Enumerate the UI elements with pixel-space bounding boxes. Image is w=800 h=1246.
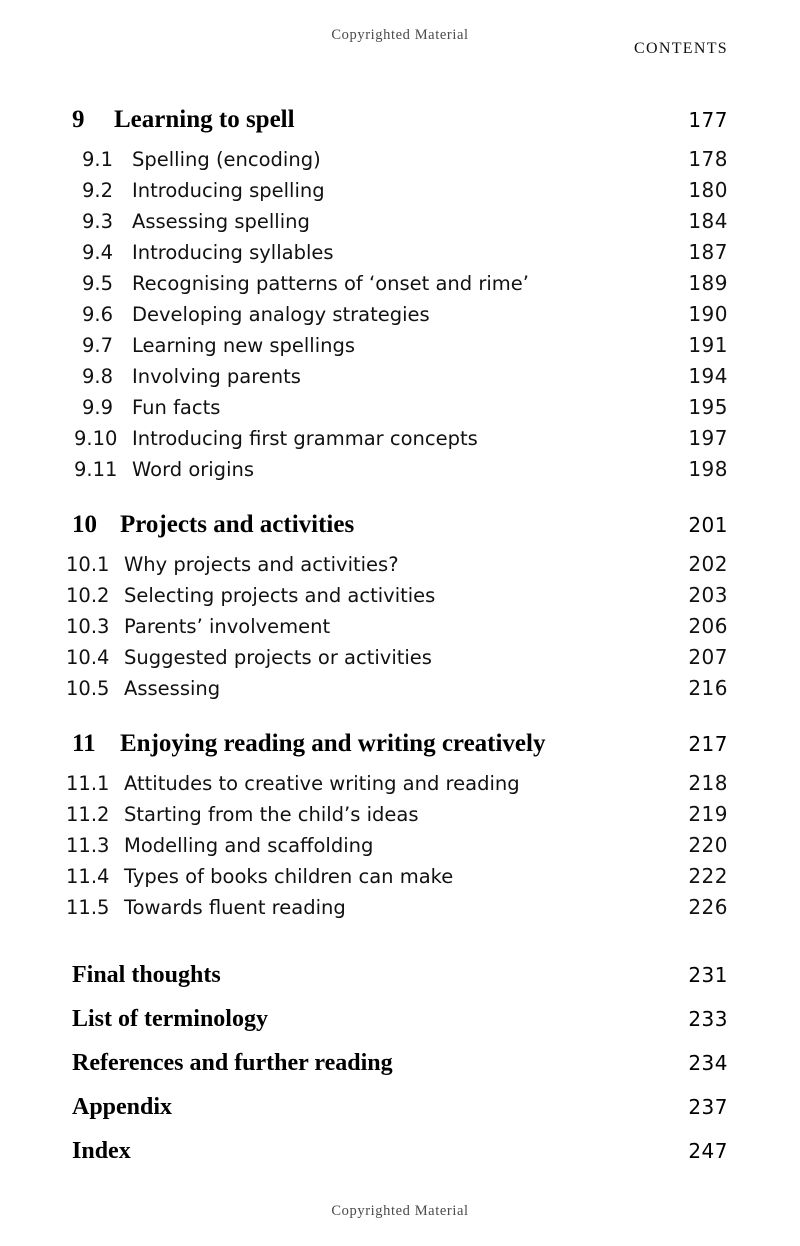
entry-label: Learning new spellings: [132, 334, 356, 357]
toc-entry[interactable]: [82, 392, 728, 423]
toc-entry[interactable]: [66, 768, 728, 799]
chapter-entry-group: [66, 549, 728, 704]
entry-label: Introducing syllables: [132, 241, 334, 264]
backmatter-entry[interactable]: [72, 1085, 728, 1129]
entry-page-number: 203: [688, 583, 728, 607]
table-of-contents: [66, 80, 728, 1173]
chapter-entry-group: [74, 144, 728, 485]
toc-entry[interactable]: [66, 580, 728, 611]
chapter-page-number: 217: [688, 732, 728, 756]
entry-label: Introducing spelling: [132, 179, 325, 202]
copyright-watermark-top: Copyrighted Material: [331, 27, 469, 43]
toc-entry[interactable]: [66, 642, 728, 673]
entry-label: Assessing spelling: [132, 210, 310, 233]
backmatter-title: Appendix: [72, 1094, 173, 1120]
entry-label: Types of books children can make: [124, 865, 454, 888]
toc-entry[interactable]: [82, 330, 728, 361]
entry-number: 9.10: [74, 427, 118, 450]
toc-entry[interactable]: [82, 237, 728, 268]
entry-number: 11.1: [66, 772, 110, 795]
entry-label: Fun facts: [132, 396, 221, 419]
toc-entry[interactable]: [74, 423, 728, 454]
chapter-heading[interactable]: [72, 106, 728, 134]
toc-entry[interactable]: [74, 454, 728, 485]
entry-number: 10.3: [66, 615, 110, 638]
toc-entry[interactable]: [82, 299, 728, 330]
toc-entry[interactable]: [66, 830, 728, 861]
copyright-watermark-bottom: Copyrighted Material: [331, 1203, 469, 1219]
backmatter-list: [72, 953, 728, 1173]
entry-number: 10.5: [66, 677, 110, 700]
backmatter-title: Final thoughts: [72, 962, 221, 988]
entry-label: Towards fluent reading: [124, 896, 346, 919]
entry-page-number: 180: [688, 178, 728, 202]
toc-entry[interactable]: [66, 861, 728, 892]
entry-number: 9.4: [82, 241, 114, 264]
entry-page-number: 198: [688, 457, 728, 481]
entry-page-number: 219: [688, 802, 728, 826]
entry-label: Why projects and activities?: [124, 553, 399, 576]
toc-entry[interactable]: [82, 175, 728, 206]
chapter-page-number: 177: [688, 108, 728, 132]
backmatter-entry[interactable]: [72, 1041, 728, 1085]
entry-label: Suggested projects or activities: [124, 646, 432, 669]
backmatter-title: References and further reading: [72, 1050, 393, 1076]
backmatter-page-number: 234: [688, 1051, 728, 1075]
toc-entry[interactable]: [66, 892, 728, 923]
chapter-number: 10: [72, 511, 97, 538]
entry-label: Parents’ involvement: [124, 615, 331, 638]
entry-label: Spelling (encoding): [132, 148, 321, 171]
entry-page-number: 207: [688, 645, 728, 669]
entry-number: 10.4: [66, 646, 110, 669]
toc-entry[interactable]: [82, 268, 728, 299]
entry-label: Assessing: [124, 677, 221, 700]
backmatter-page-number: 231: [688, 963, 728, 987]
backmatter-title: List of terminology: [72, 1006, 268, 1032]
entry-label: Starting from the child’s ideas: [124, 803, 419, 826]
entry-page-number: 190: [688, 302, 728, 326]
entry-page-number: 187: [688, 240, 728, 264]
chapter-number: 11: [72, 730, 96, 757]
entry-number: 9.11: [74, 458, 118, 481]
entry-label: Introducing first grammar concepts: [132, 427, 478, 450]
entry-number: 10.1: [66, 553, 110, 576]
entry-number: 11.3: [66, 834, 110, 857]
chapter-heading[interactable]: [72, 730, 728, 758]
entry-page-number: 184: [688, 209, 728, 233]
backmatter-entry[interactable]: [72, 953, 728, 997]
entry-number: 11.4: [66, 865, 110, 888]
entry-label: Developing analogy strategies: [132, 303, 430, 326]
entry-label: Word origins: [132, 458, 254, 481]
entry-number: 9.3: [82, 210, 114, 233]
toc-entry[interactable]: [66, 673, 728, 704]
entry-page-number: 178: [688, 147, 728, 171]
backmatter-page-number: 237: [688, 1095, 728, 1119]
entry-page-number: 197: [688, 426, 728, 450]
chapter-entry-group: [66, 768, 728, 923]
backmatter-entry[interactable]: [72, 1129, 728, 1173]
entry-number: 10.2: [66, 584, 110, 607]
entry-page-number: 226: [688, 895, 728, 919]
chapter-heading[interactable]: [72, 511, 728, 539]
entry-page-number: 220: [688, 833, 728, 857]
chapter-number: 9: [72, 106, 85, 133]
entry-page-number: 218: [688, 771, 728, 795]
chapter-title: Enjoying reading and writing creatively: [120, 730, 546, 757]
backmatter-entry[interactable]: [72, 997, 728, 1041]
entry-number: 9.8: [82, 365, 114, 388]
entry-number: 9.7: [82, 334, 114, 357]
entry-number: 9.9: [82, 396, 114, 419]
backmatter-title: Index: [72, 1138, 131, 1164]
chapter-page-number: 201: [688, 513, 728, 537]
entry-page-number: 191: [688, 333, 728, 357]
entry-number: 9.5: [82, 272, 114, 295]
entry-number: 9.1: [82, 148, 114, 171]
running-head: CONTENTS: [634, 40, 728, 57]
entry-page-number: 206: [688, 614, 728, 638]
chapter-title: Projects and activities: [120, 511, 355, 538]
toc-entry[interactable]: [82, 361, 728, 392]
entry-page-number: 195: [688, 395, 728, 419]
entry-page-number: 202: [688, 552, 728, 576]
entry-label: Selecting projects and activities: [124, 584, 436, 607]
backmatter-page-number: 247: [688, 1139, 728, 1163]
entry-page-number: 194: [688, 364, 728, 388]
entry-label: Recognising patterns of ‘onset and rime’: [132, 272, 529, 295]
backmatter-page-number: 233: [688, 1007, 728, 1031]
entry-label: Involving parents: [132, 365, 301, 388]
toc-entry[interactable]: [66, 799, 728, 830]
toc-entry[interactable]: [66, 549, 728, 580]
entry-page-number: 189: [688, 271, 728, 295]
entry-number: 9.6: [82, 303, 114, 326]
toc-entry[interactable]: [66, 611, 728, 642]
entry-number: 9.2: [82, 179, 114, 202]
entry-page-number: 222: [688, 864, 728, 888]
entry-number: 11.5: [66, 896, 110, 919]
entry-page-number: 216: [688, 676, 728, 700]
chapter-title: Learning to spell: [114, 106, 295, 133]
entry-label: Modelling and scaffolding: [124, 834, 374, 857]
entry-label: Attitudes to creative writing and reading: [124, 772, 520, 795]
toc-entry[interactable]: [82, 206, 728, 237]
toc-entry[interactable]: [82, 144, 728, 175]
entry-number: 11.2: [66, 803, 110, 826]
